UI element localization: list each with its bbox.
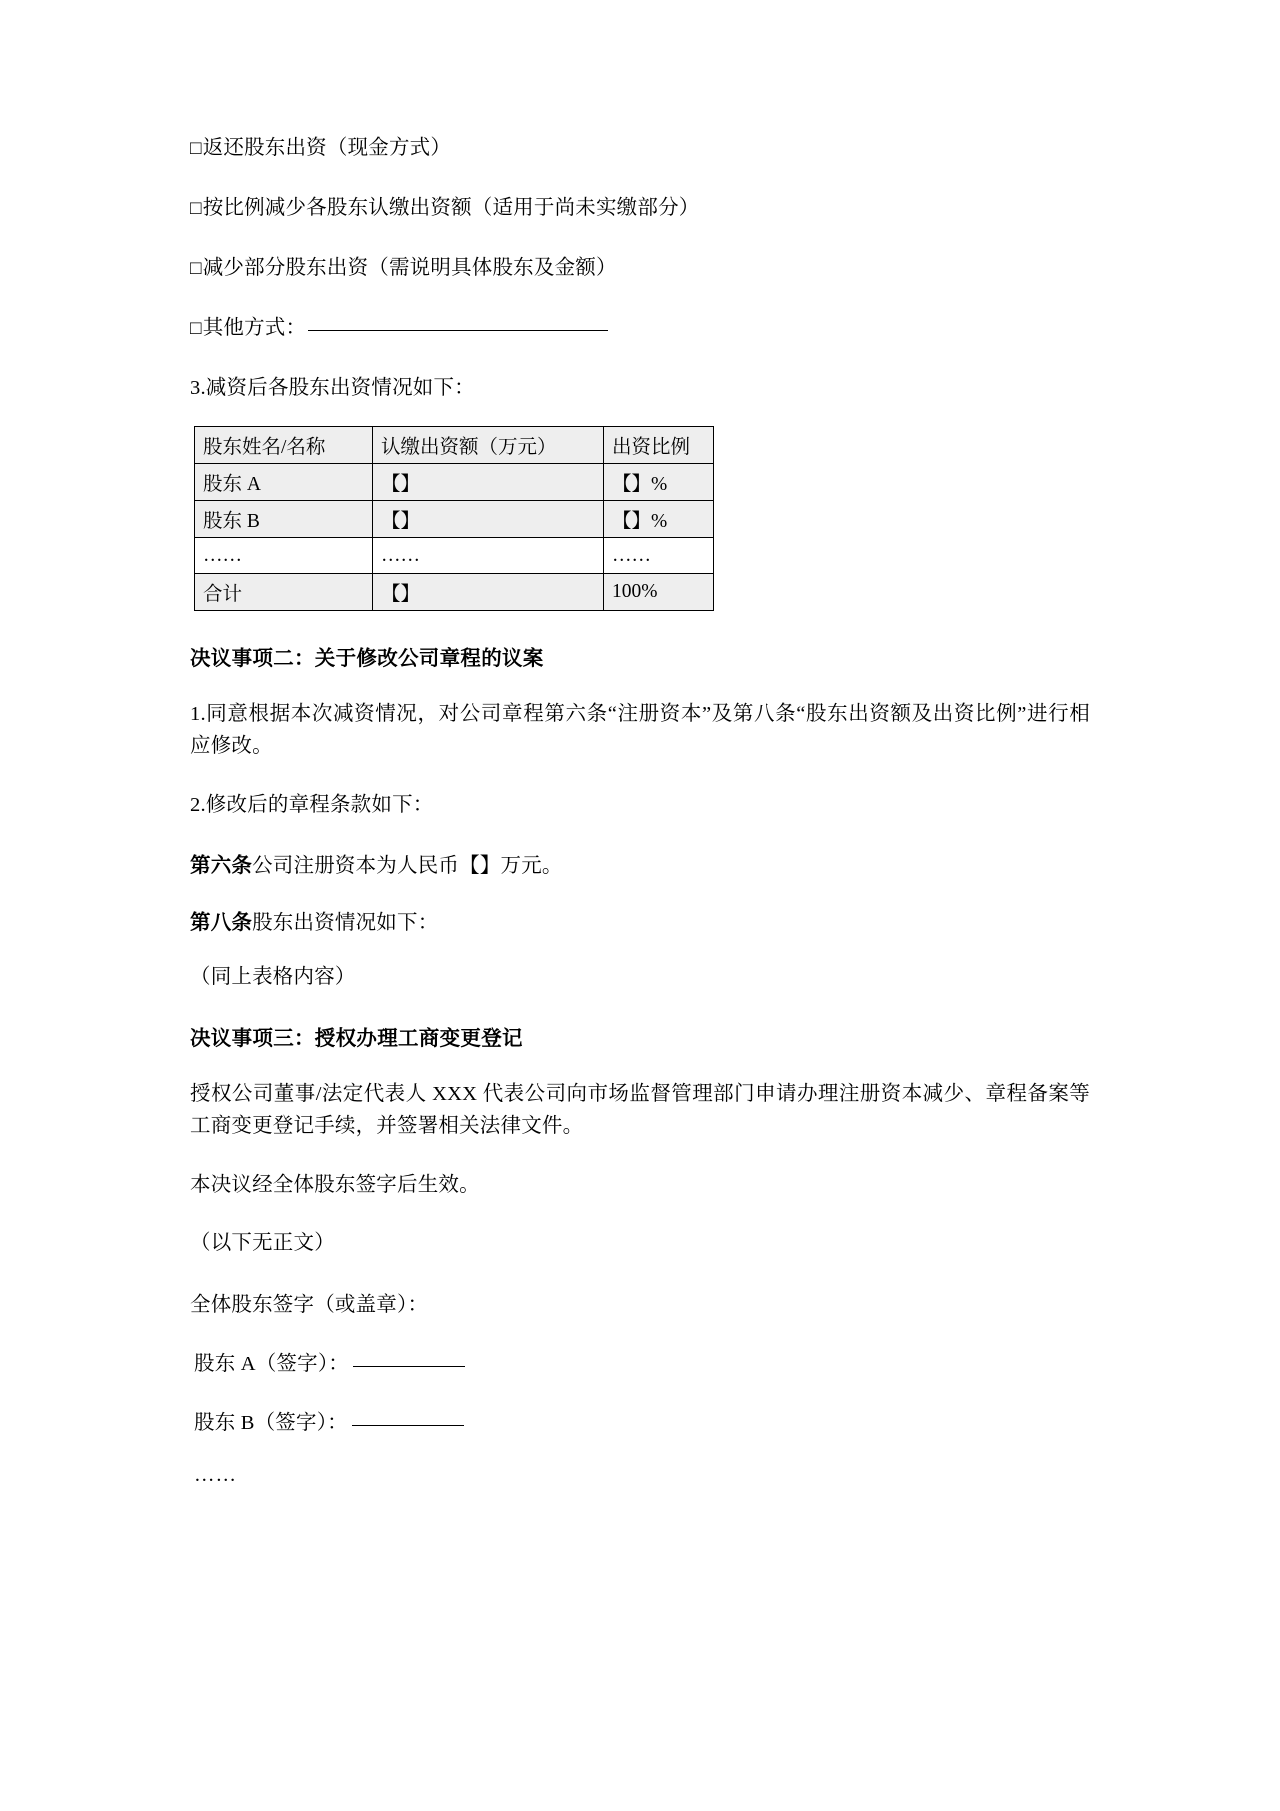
checkbox-square-icon[interactable]: □	[190, 258, 202, 279]
checkbox-option-partial-reduction[interactable]	[190, 250, 1090, 280]
clause-six	[190, 848, 1090, 878]
checkbox-square-icon[interactable]: □	[190, 198, 202, 219]
table-header-row	[195, 427, 714, 464]
shareholder-contribution-table	[194, 426, 714, 611]
checkbox-option-proportional-reduction[interactable]	[190, 190, 1090, 220]
checkbox-option-label: 按比例减少各股东认缴出资额（适用于尚未实缴部分）	[202, 197, 700, 219]
signature-line-shareholder-a	[190, 1346, 1090, 1376]
signature-blank-b[interactable]	[352, 1425, 464, 1426]
resolution-two-heading: 决议事项二：关于修改公司章程的议案	[190, 648, 544, 670]
clause-six-text: 公司注册资本为人民币【】万元。	[252, 855, 563, 878]
clause-six-label: 第六条	[190, 855, 253, 878]
clause-eight-text: 股东出资情况如下：	[252, 912, 439, 935]
table-row	[195, 464, 714, 501]
table-row-total	[195, 574, 714, 611]
table-cell-amount: 【】	[373, 464, 604, 501]
table-cell-amount: 【】	[373, 574, 604, 611]
checkbox-square-icon[interactable]: □	[190, 318, 202, 339]
signature-ellipsis: ……	[194, 1464, 237, 1487]
table-cell-ratio: 【】%	[604, 464, 714, 501]
clause-eight-label: 第八条	[190, 912, 253, 935]
table-cell-ratio: 【】%	[604, 501, 714, 538]
table-cell-amount: 【】	[373, 501, 604, 538]
table-cell-amount: ……	[373, 538, 604, 574]
table-cell-name: 股东 B	[195, 501, 373, 538]
checkbox-option-label: 其他方式：	[202, 317, 307, 339]
table-row	[195, 538, 714, 574]
item-3-label: 3.减资后各股东出资情况如下：	[190, 377, 475, 399]
table-header-cell-amount: 认缴出资额（万元）	[373, 427, 604, 464]
table-reference-note: （同上表格内容）	[190, 966, 356, 989]
checkbox-square-icon[interactable]: □	[190, 138, 202, 159]
signature-label-a: 股东 A（签字）：	[194, 1353, 349, 1376]
checkbox-option-label: 减少部分股东出资（需说明具体股东及金额）	[202, 257, 617, 279]
resolution-two-paragraph-2: 2.修改后的章程条款如下：	[190, 793, 434, 816]
clause-eight	[190, 905, 1090, 935]
resolution-three-heading: 决议事项三：授权办理工商变更登记	[190, 1028, 523, 1051]
table-cell-name: 合计	[195, 574, 373, 611]
table-cell-ratio: ……	[604, 538, 714, 574]
other-method-blank-field[interactable]	[308, 330, 608, 331]
resolution-two-paragraph-1: 1.同意根据本次减资情况，对公司章程第六条“注册资本”及第八条“股东出资额及出资比例”进行相应修改。	[190, 703, 1090, 757]
capital-table-wrapper	[190, 426, 1090, 611]
signature-label-b: 股东 B（签字）：	[194, 1412, 348, 1435]
resolution-three-paragraph-1: 授权公司董事/法定代表人 XXX 代表公司向市场监督管理部门申请办理注册资本减少、章程备案等工商变更登记手续，并签署相关法律文件。	[190, 1083, 1090, 1137]
table-cell-name: 股东 A	[195, 464, 373, 501]
checkbox-option-other[interactable]	[190, 310, 1090, 340]
table-header-cell-ratio: 出资比例	[604, 427, 714, 464]
signature-section-title: 全体股东签字（或盖章）：	[190, 1294, 429, 1317]
table-cell-name: ……	[195, 538, 373, 574]
resolution-effective-note: 本决议经全体股东签字后生效。	[190, 1173, 480, 1196]
table-header-cell-name: 股东姓名/名称	[195, 427, 373, 464]
checkbox-option-label: 返还股东出资（现金方式）	[202, 137, 452, 159]
no-text-below-note: （以下无正文）	[190, 1232, 335, 1255]
table-cell-ratio: 100%	[604, 574, 714, 611]
signature-line-shareholder-b	[190, 1405, 1090, 1435]
signature-blank-a[interactable]	[353, 1366, 465, 1367]
checkbox-option-return-capital[interactable]	[190, 130, 1090, 160]
table-row	[195, 501, 714, 538]
